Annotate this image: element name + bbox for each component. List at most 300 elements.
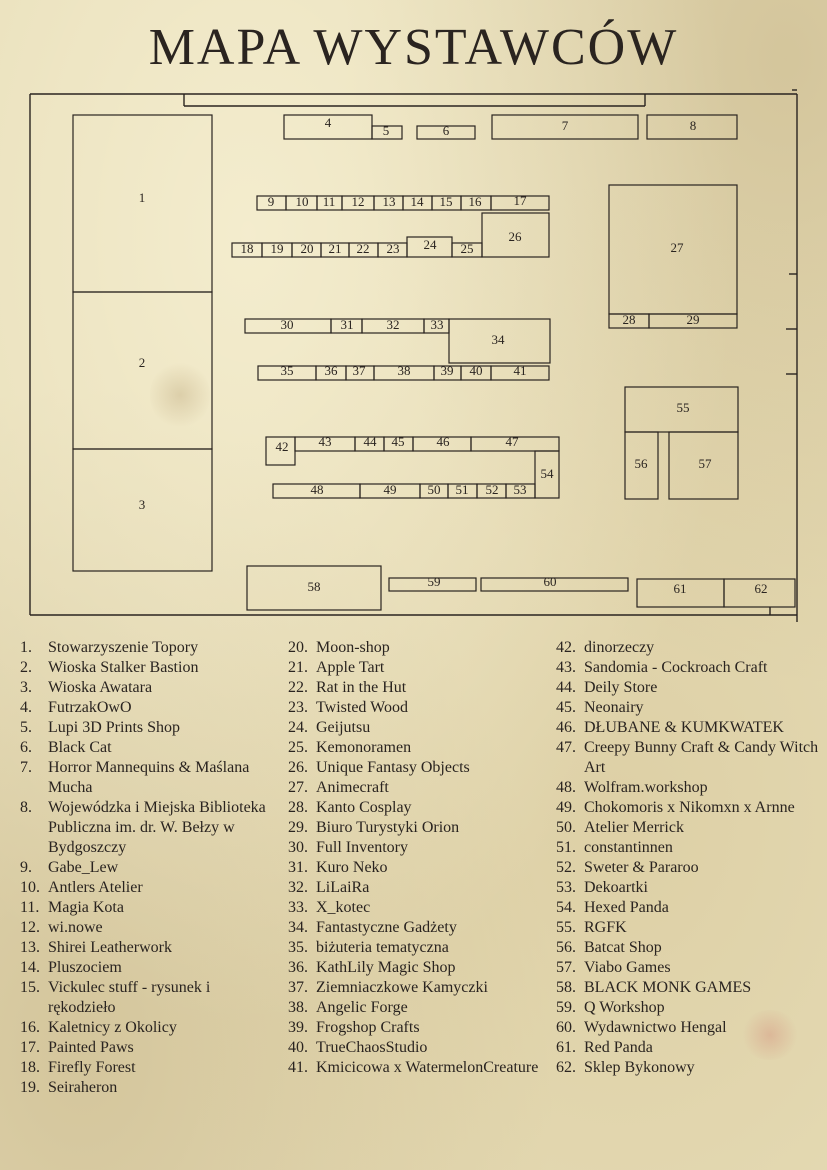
booth-number: 60 bbox=[543, 573, 557, 589]
legend-number: 59. bbox=[556, 999, 576, 1016]
booth-number: 6 bbox=[442, 122, 450, 138]
legend-number: 50. bbox=[556, 819, 576, 836]
legend-number: 29. bbox=[288, 819, 308, 836]
booth-61 bbox=[637, 579, 724, 607]
booth-55 bbox=[625, 387, 738, 432]
legend-exhibitor-name: Red Panda bbox=[584, 1039, 653, 1056]
booth-outline bbox=[73, 292, 212, 449]
legend-item bbox=[20, 898, 275, 918]
booth-51 bbox=[448, 482, 477, 498]
booth-number: 62 bbox=[754, 580, 768, 596]
legend-number: 28. bbox=[288, 799, 308, 816]
legend-item bbox=[288, 758, 543, 778]
legend-exhibitor-name: Frogshop Crafts bbox=[316, 1019, 420, 1036]
legend-column-2 bbox=[288, 638, 543, 1078]
booth-number: 41 bbox=[513, 362, 527, 378]
booth-number: 38 bbox=[397, 362, 411, 378]
booth-number: 25 bbox=[460, 240, 474, 256]
legend-item bbox=[20, 1018, 275, 1038]
booth-number: 31 bbox=[340, 316, 354, 332]
legend-item bbox=[556, 898, 821, 918]
booth-36 bbox=[316, 363, 346, 380]
legend-exhibitor-name: Kaletnicy z Okolicy bbox=[48, 1019, 177, 1036]
legend-item bbox=[288, 978, 543, 998]
booth-28 bbox=[609, 312, 649, 328]
legend-exhibitor-name: Seiraheron bbox=[48, 1079, 118, 1096]
legend-exhibitor-name: Chokomoris x Nikomxn x Arnne bbox=[584, 799, 795, 816]
booth-number: 3 bbox=[138, 496, 146, 512]
page-title: MAPA WYSTAWCÓW bbox=[148, 19, 679, 76]
legend-item bbox=[288, 878, 543, 898]
legend-item bbox=[20, 638, 275, 658]
booth-39 bbox=[434, 363, 461, 380]
booth-number: 2 bbox=[138, 354, 146, 370]
legend-item bbox=[556, 798, 821, 818]
legend-number: 61. bbox=[556, 1039, 576, 1056]
legend-item bbox=[288, 918, 543, 938]
legend-exhibitor-name: wi.nowe bbox=[48, 919, 103, 936]
legend-exhibitor-name: Batcat Shop bbox=[584, 939, 662, 956]
legend-item bbox=[288, 938, 543, 958]
booth-46 bbox=[413, 434, 471, 451]
legend-exhibitor-name: Antlers Atelier bbox=[48, 879, 143, 896]
booth-number: 37 bbox=[352, 362, 366, 378]
legend-item bbox=[20, 798, 275, 858]
booth-6 bbox=[417, 123, 475, 139]
legend-item bbox=[556, 978, 821, 998]
booth-14 bbox=[403, 194, 432, 210]
booth-number: 30 bbox=[280, 316, 294, 332]
legend-exhibitor-name: Vickulec stuff - rysunek i rękodzieło bbox=[48, 979, 211, 1016]
legend-item bbox=[20, 658, 275, 678]
legend-item bbox=[20, 1058, 275, 1078]
legend-item bbox=[20, 1038, 275, 1058]
booth-number: 43 bbox=[318, 433, 332, 449]
legend-number: 20. bbox=[288, 639, 308, 656]
booth-number: 21 bbox=[328, 240, 342, 256]
legend-item bbox=[288, 958, 543, 978]
legend-exhibitor-name: Sweter & Pararoo bbox=[584, 859, 699, 876]
booth-number: 10 bbox=[295, 193, 309, 209]
legend-exhibitor-name: Shirei Leatherwork bbox=[48, 939, 172, 956]
legend-exhibitor-name: Dekoartki bbox=[584, 879, 648, 896]
legend-item bbox=[288, 998, 543, 1018]
booth-26 bbox=[482, 213, 549, 257]
booth-19 bbox=[262, 241, 292, 257]
booth-number: 5 bbox=[382, 122, 390, 138]
legend-item bbox=[556, 818, 821, 838]
booth-number: 53 bbox=[513, 481, 527, 497]
booth-27 bbox=[609, 185, 737, 314]
legend-item bbox=[556, 838, 821, 858]
legend-number: 25. bbox=[288, 739, 308, 756]
legend-number: 17. bbox=[20, 1039, 40, 1056]
booth-62 bbox=[724, 579, 795, 607]
legend-item bbox=[20, 698, 275, 718]
legend-item bbox=[288, 658, 543, 678]
booth-number: 14 bbox=[410, 193, 424, 209]
legend-item bbox=[288, 698, 543, 718]
legend-number: 27. bbox=[288, 779, 308, 796]
booth-1 bbox=[73, 115, 212, 292]
legend-item bbox=[288, 778, 543, 798]
legend-item bbox=[288, 738, 543, 758]
legend-exhibitor-name: Wydawnictwo Hengal bbox=[584, 1019, 727, 1036]
legend-exhibitor-name: Biuro Turystyki Orion bbox=[316, 819, 460, 836]
legend-number: 19. bbox=[20, 1079, 40, 1096]
legend-number: 55. bbox=[556, 919, 576, 936]
legend-exhibitor-name: Wolfram.workshop bbox=[584, 779, 708, 796]
legend-number: 54. bbox=[556, 899, 576, 916]
booth-number: 12 bbox=[351, 193, 365, 209]
legend-number: 57. bbox=[556, 959, 576, 976]
booth-number: 33 bbox=[430, 316, 444, 332]
legend-exhibitor-name: Stowarzyszenie Topory bbox=[48, 639, 199, 656]
booth-13 bbox=[374, 194, 403, 210]
legend-number: 41. bbox=[288, 1059, 308, 1076]
booth-49 bbox=[360, 482, 420, 498]
legend-exhibitor-name: Sklep Bykonowy bbox=[584, 1059, 695, 1076]
legend-number: 13. bbox=[20, 939, 40, 956]
legend-item bbox=[556, 998, 821, 1018]
booth-42 bbox=[266, 437, 295, 465]
booth-number: 32 bbox=[386, 316, 400, 332]
booth-number: 13 bbox=[382, 193, 396, 209]
legend-number: 11. bbox=[20, 899, 40, 916]
legend-exhibitor-name: Twisted Wood bbox=[316, 699, 408, 716]
legend-item bbox=[556, 1038, 821, 1058]
legend-item bbox=[556, 878, 821, 898]
booth-25 bbox=[452, 241, 482, 257]
legend-exhibitor-name: Kmicicowa x WatermelonCreature bbox=[316, 1059, 539, 1076]
legend-number: 33. bbox=[288, 899, 308, 916]
booth-number: 44 bbox=[363, 433, 377, 449]
legend-exhibitor-name: Angelic Forge bbox=[316, 999, 408, 1016]
legend-item bbox=[20, 858, 275, 878]
booth-number: 52 bbox=[485, 481, 499, 497]
booth-37 bbox=[346, 363, 374, 380]
booth-40 bbox=[461, 363, 491, 380]
legend-exhibitor-name: Wojewódzka i Miejska Biblioteka Publiczna im. dr. W. Bełzy w Bydgoszczy bbox=[48, 799, 266, 856]
legend-number: 16. bbox=[20, 1019, 40, 1036]
booth-53 bbox=[506, 482, 535, 498]
booth-52 bbox=[477, 482, 506, 498]
booth-18 bbox=[232, 241, 262, 257]
legend-exhibitor-name: Hexed Panda bbox=[584, 899, 669, 916]
legend-number: 32. bbox=[288, 879, 308, 896]
booth-number: 9 bbox=[267, 193, 275, 209]
booth-number: 4 bbox=[324, 114, 332, 130]
legend-item bbox=[20, 878, 275, 898]
legend-number: 60. bbox=[556, 1019, 576, 1036]
legend-exhibitor-name: Wioska Stalker Bastion bbox=[48, 659, 199, 676]
legend-exhibitor-name: Creepy Bunny Craft & Candy Witch Art bbox=[584, 739, 819, 776]
legend-number: 26. bbox=[288, 759, 308, 776]
booth-number: 11 bbox=[322, 193, 336, 209]
booth-number: 42 bbox=[275, 438, 289, 454]
legend-exhibitor-name: Pluszociem bbox=[48, 959, 122, 976]
booth-4 bbox=[284, 115, 372, 139]
booth-22 bbox=[349, 241, 378, 257]
booth-number: 17 bbox=[513, 192, 527, 208]
legend-exhibitor-name: Deily Store bbox=[584, 679, 658, 696]
booth-10 bbox=[286, 194, 317, 210]
legend-exhibitor-name: Fantastyczne Gadżety bbox=[316, 919, 457, 936]
legend-item bbox=[556, 858, 821, 878]
booth-number: 22 bbox=[356, 240, 370, 256]
legend-item bbox=[556, 1058, 821, 1078]
booth-number: 26 bbox=[508, 228, 522, 244]
booth-2 bbox=[73, 292, 212, 449]
booth-12 bbox=[342, 194, 374, 210]
legend-number: 6. bbox=[20, 739, 32, 756]
legend-number: 22. bbox=[288, 679, 308, 696]
legend-exhibitor-name: X_kotec bbox=[316, 899, 371, 916]
booth-23 bbox=[378, 241, 407, 257]
booth-number: 7 bbox=[561, 117, 569, 133]
legend-exhibitor-name: RGFK bbox=[584, 919, 627, 936]
legend-exhibitor-name: dinorzeczy bbox=[584, 639, 655, 656]
booth-16 bbox=[461, 194, 491, 210]
legend-number: 38. bbox=[288, 999, 308, 1016]
booth-number: 19 bbox=[270, 240, 284, 256]
legend-exhibitor-name: constantinnen bbox=[584, 839, 673, 856]
legend-item bbox=[20, 758, 275, 798]
booth-number: 34 bbox=[491, 331, 505, 347]
booth-number: 8 bbox=[689, 117, 697, 133]
legend-exhibitor-name: Viabo Games bbox=[584, 959, 671, 976]
booth-number: 40 bbox=[469, 362, 483, 378]
booth-number: 27 bbox=[670, 239, 684, 255]
booth-number: 29 bbox=[686, 311, 700, 327]
booth-44 bbox=[355, 434, 384, 451]
booth-30 bbox=[245, 317, 331, 333]
booth-number: 39 bbox=[440, 362, 454, 378]
legend-exhibitor-name: Full Inventory bbox=[316, 839, 408, 856]
booth-number: 50 bbox=[427, 481, 441, 497]
legend-exhibitor-name: Moon-shop bbox=[316, 639, 390, 656]
booth-7 bbox=[492, 115, 638, 139]
legend-number: 58. bbox=[556, 979, 576, 996]
booth-number: 59 bbox=[427, 573, 441, 589]
legend-number: 8. bbox=[20, 799, 32, 816]
booth-number: 1 bbox=[138, 189, 146, 205]
legend-number: 62. bbox=[556, 1059, 576, 1076]
booth-number: 57 bbox=[698, 455, 712, 471]
booth-47 bbox=[471, 434, 559, 451]
booth-60 bbox=[481, 574, 628, 591]
legend-number: 35. bbox=[288, 939, 308, 956]
legend-exhibitor-name: Black Cat bbox=[48, 739, 112, 756]
booth-3 bbox=[73, 449, 212, 571]
booth-number: 55 bbox=[676, 399, 690, 415]
booth-number: 20 bbox=[300, 240, 314, 256]
booth-number: 23 bbox=[386, 240, 400, 256]
booth-20 bbox=[292, 241, 321, 257]
booth-number: 36 bbox=[324, 362, 338, 378]
legend-exhibitor-name: Horror Mannequins & Maślana Mucha bbox=[48, 759, 250, 796]
legend-item bbox=[20, 918, 275, 938]
legend-exhibitor-name: Kuro Neko bbox=[316, 859, 388, 876]
booth-15 bbox=[432, 194, 461, 210]
legend-number: 1. bbox=[20, 639, 32, 656]
legend-number: 2. bbox=[20, 659, 32, 676]
legend-item bbox=[288, 798, 543, 818]
legend-exhibitor-name: LiLaiRa bbox=[316, 879, 370, 896]
legend-number: 4. bbox=[20, 699, 32, 716]
legend-number: 23. bbox=[288, 699, 308, 716]
legend-number: 31. bbox=[288, 859, 308, 876]
legend-item bbox=[288, 1018, 543, 1038]
legend-item bbox=[20, 978, 275, 1018]
booth-number: 54 bbox=[540, 465, 554, 481]
legend-exhibitor-name: Lupi 3D Prints Shop bbox=[48, 719, 181, 736]
legend-number: 56. bbox=[556, 939, 576, 956]
booth-38 bbox=[374, 363, 434, 380]
legend-number: 49. bbox=[556, 799, 576, 816]
legend-number: 5. bbox=[20, 719, 32, 736]
legend-number: 34. bbox=[288, 919, 308, 936]
legend-item bbox=[556, 938, 821, 958]
legend-number: 46. bbox=[556, 719, 576, 736]
legend-number: 45. bbox=[556, 699, 576, 716]
legend-number: 47. bbox=[556, 739, 576, 756]
legend-item bbox=[288, 638, 543, 658]
legend-number: 52. bbox=[556, 859, 576, 876]
legend-column-1 bbox=[20, 638, 275, 1098]
legend-item bbox=[288, 858, 543, 878]
legend-exhibitor-name: Atelier Merrick bbox=[584, 819, 684, 836]
legend-item bbox=[288, 838, 543, 858]
legend-number: 44. bbox=[556, 679, 576, 696]
legend-exhibitor-name: biżuteria tematyczna bbox=[316, 939, 449, 956]
booth-33 bbox=[424, 317, 449, 333]
legend-exhibitor-name: Kanto Cosplay bbox=[316, 799, 412, 816]
legend-item bbox=[556, 778, 821, 798]
legend-item bbox=[556, 958, 821, 978]
legend-item bbox=[556, 638, 821, 658]
legend-number: 9. bbox=[20, 859, 32, 876]
legend-item bbox=[20, 1078, 275, 1098]
legend-exhibitor-name: Q Workshop bbox=[584, 999, 665, 1016]
booth-number: 49 bbox=[383, 481, 397, 497]
legend-item bbox=[20, 938, 275, 958]
legend-number: 30. bbox=[288, 839, 308, 856]
legend-item bbox=[556, 698, 821, 718]
legend-exhibitor-name: Apple Tart bbox=[316, 659, 385, 676]
booth-48 bbox=[273, 482, 360, 498]
legend-number: 43. bbox=[556, 659, 576, 676]
legend-number: 15. bbox=[20, 979, 40, 996]
legend-number: 14. bbox=[20, 959, 40, 976]
booth-17 bbox=[491, 193, 549, 210]
booth-number: 18 bbox=[240, 240, 254, 256]
booth-number: 61 bbox=[673, 580, 687, 596]
legend-number: 18. bbox=[20, 1059, 40, 1076]
legend-item bbox=[288, 718, 543, 738]
booth-number: 46 bbox=[436, 433, 450, 449]
booth-number: 28 bbox=[622, 311, 636, 327]
legend-number: 53. bbox=[556, 879, 576, 896]
legend-exhibitor-name: Magia Kota bbox=[48, 899, 124, 916]
booth-number: 35 bbox=[280, 362, 294, 378]
booth-54 bbox=[535, 451, 559, 498]
legend-number: 7. bbox=[20, 759, 32, 776]
legend-item bbox=[556, 738, 821, 778]
legend-number: 21. bbox=[288, 659, 308, 676]
legend-item bbox=[288, 818, 543, 838]
booth-number: 24 bbox=[423, 236, 437, 252]
legend-exhibitor-name: TrueChaosStudio bbox=[316, 1039, 428, 1056]
legend-item bbox=[20, 958, 275, 978]
legend-number: 36. bbox=[288, 959, 308, 976]
legend-item bbox=[20, 678, 275, 698]
booth-29 bbox=[649, 312, 737, 328]
booth-57 bbox=[669, 432, 738, 499]
booth-number: 47 bbox=[505, 433, 519, 449]
legend-number: 10. bbox=[20, 879, 40, 896]
booth-9 bbox=[257, 194, 286, 210]
legend-exhibitor-name: Firefly Forest bbox=[48, 1059, 136, 1076]
booth-number: 45 bbox=[391, 433, 405, 449]
booth-35 bbox=[258, 363, 316, 380]
legend-exhibitor-name: DŁUBANE & KUMKWATEK bbox=[584, 719, 784, 736]
legend-exhibitor-name: Animecraft bbox=[316, 779, 389, 796]
legend-item bbox=[20, 718, 275, 738]
legend-item bbox=[288, 898, 543, 918]
legend-item bbox=[288, 1038, 543, 1058]
legend-exhibitor-name: KathLily Magic Shop bbox=[316, 959, 456, 976]
booth-11 bbox=[317, 194, 342, 210]
legend-exhibitor-name: Wioska Awatara bbox=[48, 679, 153, 696]
booth-45 bbox=[384, 434, 413, 451]
legend-item bbox=[556, 918, 821, 938]
legend-number: 12. bbox=[20, 919, 40, 936]
booth-number: 16 bbox=[468, 193, 482, 209]
legend-number: 37. bbox=[288, 979, 308, 996]
booth-5 bbox=[372, 123, 402, 139]
booth-58 bbox=[247, 566, 381, 610]
booth-50 bbox=[420, 482, 448, 498]
legend-number: 39. bbox=[288, 1019, 308, 1036]
legend-item bbox=[288, 678, 543, 698]
booth-number: 51 bbox=[455, 481, 469, 497]
booth-number: 58 bbox=[307, 578, 321, 594]
booth-34 bbox=[449, 319, 550, 363]
booth-21 bbox=[321, 241, 349, 257]
booth-31 bbox=[331, 317, 362, 333]
legend-number: 3. bbox=[20, 679, 32, 696]
booth-59 bbox=[389, 574, 476, 591]
legend-exhibitor-name: BLACK MONK GAMES bbox=[584, 979, 752, 996]
legend-item bbox=[556, 1018, 821, 1038]
booth-43 bbox=[295, 434, 355, 451]
booth-41 bbox=[491, 363, 549, 380]
legend-number: 42. bbox=[556, 639, 576, 656]
legend-exhibitor-name: Gabe_Lew bbox=[48, 859, 119, 876]
booth-56 bbox=[625, 432, 658, 499]
booth-number: 48 bbox=[310, 481, 324, 497]
legend-number: 48. bbox=[556, 779, 576, 796]
legend-exhibitor-name: Kemonoramen bbox=[316, 739, 412, 756]
legend-exhibitor-name: Sandomia - Cockroach Craft bbox=[584, 659, 768, 676]
legend-item bbox=[288, 1058, 543, 1078]
legend-number: 40. bbox=[288, 1039, 308, 1056]
legend-number: 24. bbox=[288, 719, 308, 736]
legend-column-3 bbox=[556, 638, 821, 1078]
legend-item bbox=[556, 718, 821, 738]
legend-exhibitor-name: Rat in the Hut bbox=[316, 679, 407, 696]
